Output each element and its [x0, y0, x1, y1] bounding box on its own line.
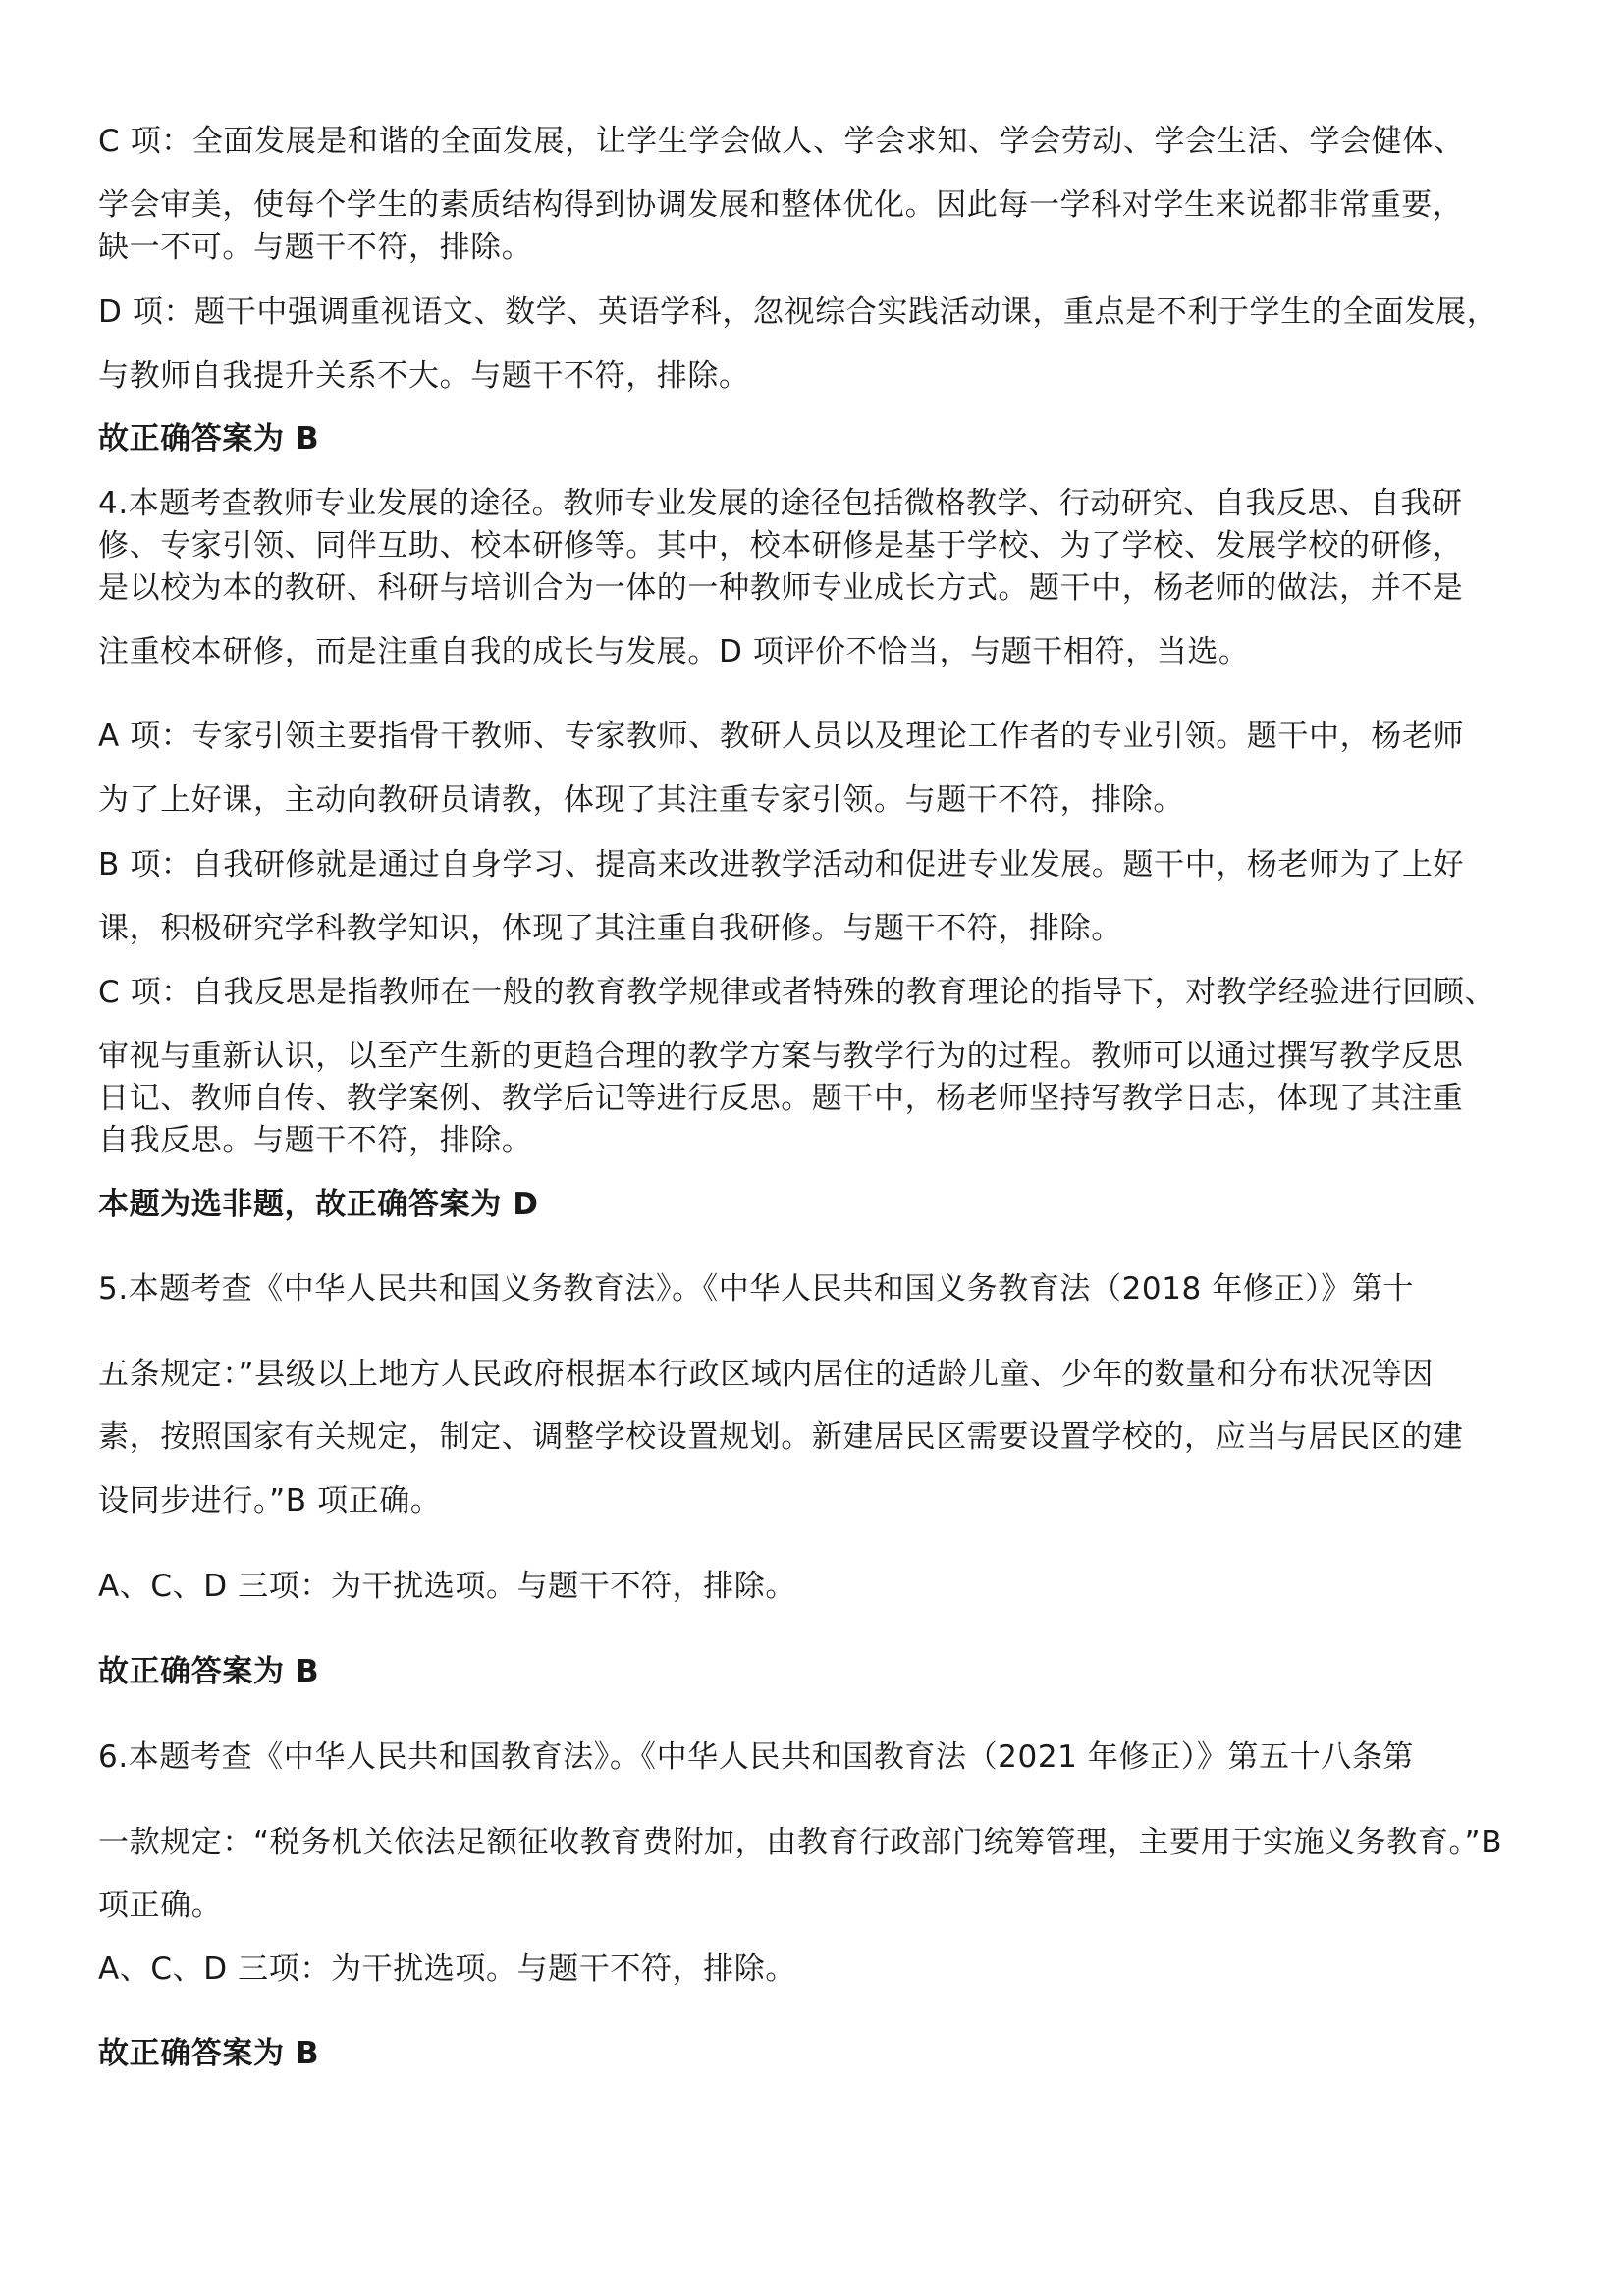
answer-q4: 本题为选非题，故正确答案为 D: [98, 1187, 539, 1222]
answer-q5: 故正确答案为 B: [98, 1654, 320, 1689]
paragraph-option-c-line-2: 学会审美，使每个学生的素质结构得到协调发展和整体优化。因此每一学科对学生来说都非常重要，: [98, 187, 1464, 223]
q5-explanation-line-3: 素，按照国家有关规定，制定、调整学校设置规划。新建居民区需要设置学校的，应当与居民区的建: [98, 1419, 1464, 1455]
q4-option-b-line-2: 课，积极研究学科教学知识，体现了其注重自我研修。与题干不符，排除。: [98, 911, 1122, 946]
paragraph-option-c-line-3: 缺一不可。与题干不符，排除。: [98, 230, 533, 265]
q4-option-c-line-1: C 项：自我反思是指教师在一般的教育教学规律或者特殊的教育理论的指导下，对教学经验进行回顾、: [98, 975, 1496, 1010]
q4-explanation-line-4: 注重校本研修，而是注重自我的成长与发展。D 项评价不恰当，与题干相符，当选。: [98, 634, 1250, 669]
q5-explanation-line-1: 5.本题考查《中华人民共和国义务教育法》。《中华人民共和国义务教育法（2018 年修正）》第十: [98, 1271, 1415, 1307]
paragraph-option-d-line-2: 与教师自我提升关系不大。与题干不符，排除。: [98, 358, 750, 394]
q5-explanation-line-4: 设同步进行。”B 项正确。: [98, 1483, 442, 1519]
q6-explanation-line-3: 项正确。: [98, 1888, 223, 1923]
answer-q6: 故正确答案为 B: [98, 2036, 320, 2071]
q4-option-c-line-3: 日记、教师自传、教学案例、教学后记等进行反思。题干中，杨老师坚持写教学日志，体现了其注重: [98, 1081, 1464, 1116]
answer-q3: 故正确答案为 B: [98, 421, 320, 456]
q6-explanation-line-2: 一款规定：“税务机关依法足额征收教育费附加，由教育行政部门统筹管理，主要用于实施义务教育。”B: [98, 1825, 1503, 1860]
q4-option-b-line-1: B 项：自我研修就是通过自身学习、提高来改进教学活动和促进专业发展。题干中，杨老师为了上好: [98, 847, 1465, 882]
q4-option-c-line-4: 自我反思。与题干不符，排除。: [98, 1123, 533, 1158]
q4-explanation-line-1: 4.本题考查教师专业发展的途径。教师专业发展的途径包括微格教学、行动研究、自我反思、自我研: [98, 486, 1463, 521]
q5-explanation-line-2: 五条规定：”县级以上地方人民政府根据本行政区域内居住的适龄儿童、少年的数量和分布状况等因: [98, 1357, 1434, 1392]
q5-distractors: A、C、D 三项：为干扰选项。与题干不符，排除。: [98, 1569, 796, 1604]
q4-explanation-line-2: 修、专家引领、同伴互助、校本研修等。其中，校本研修是基于学校、为了学校、发展学校的研修，: [98, 528, 1464, 563]
q4-option-c-line-2: 审视与重新认识，以至产生新的更趋合理的教学方案与教学行为的过程。教师可以通过撰写教学反思: [98, 1039, 1464, 1074]
q4-option-a-line-1: A 项：专家引领主要指骨干教师、专家教师、教研人员以及理论工作者的专业引领。题干中，杨老师: [98, 719, 1465, 754]
paragraph-option-d-line-1: D 项：题干中强调重视语文、数学、英语学科，忽视综合实践活动课，重点是不利于学生的全面发展，: [98, 294, 1498, 330]
q4-explanation-line-3: 是以校为本的教研、科研与培训合为一体的一种教师专业成长方式。题干中，杨老师的做法，并不是: [98, 570, 1464, 606]
q6-explanation-line-1: 6.本题考查《中华人民共和国教育法》。《中华人民共和国教育法（2021 年修正）》第五十八条第: [98, 1739, 1415, 1775]
q4-option-a-line-2: 为了上好课，主动向教研员请教，体现了其注重专家引领。与题干不符，排除。: [98, 782, 1184, 818]
q6-distractors: A、C、D 三项：为干扰选项。与题干不符，排除。: [98, 1951, 796, 1987]
paragraph-option-c-line-1: C 项：全面发展是和谐的全面发展，让学生学会做人、学会求知、学会劳动、学会生活、学会健体、: [98, 124, 1465, 159]
